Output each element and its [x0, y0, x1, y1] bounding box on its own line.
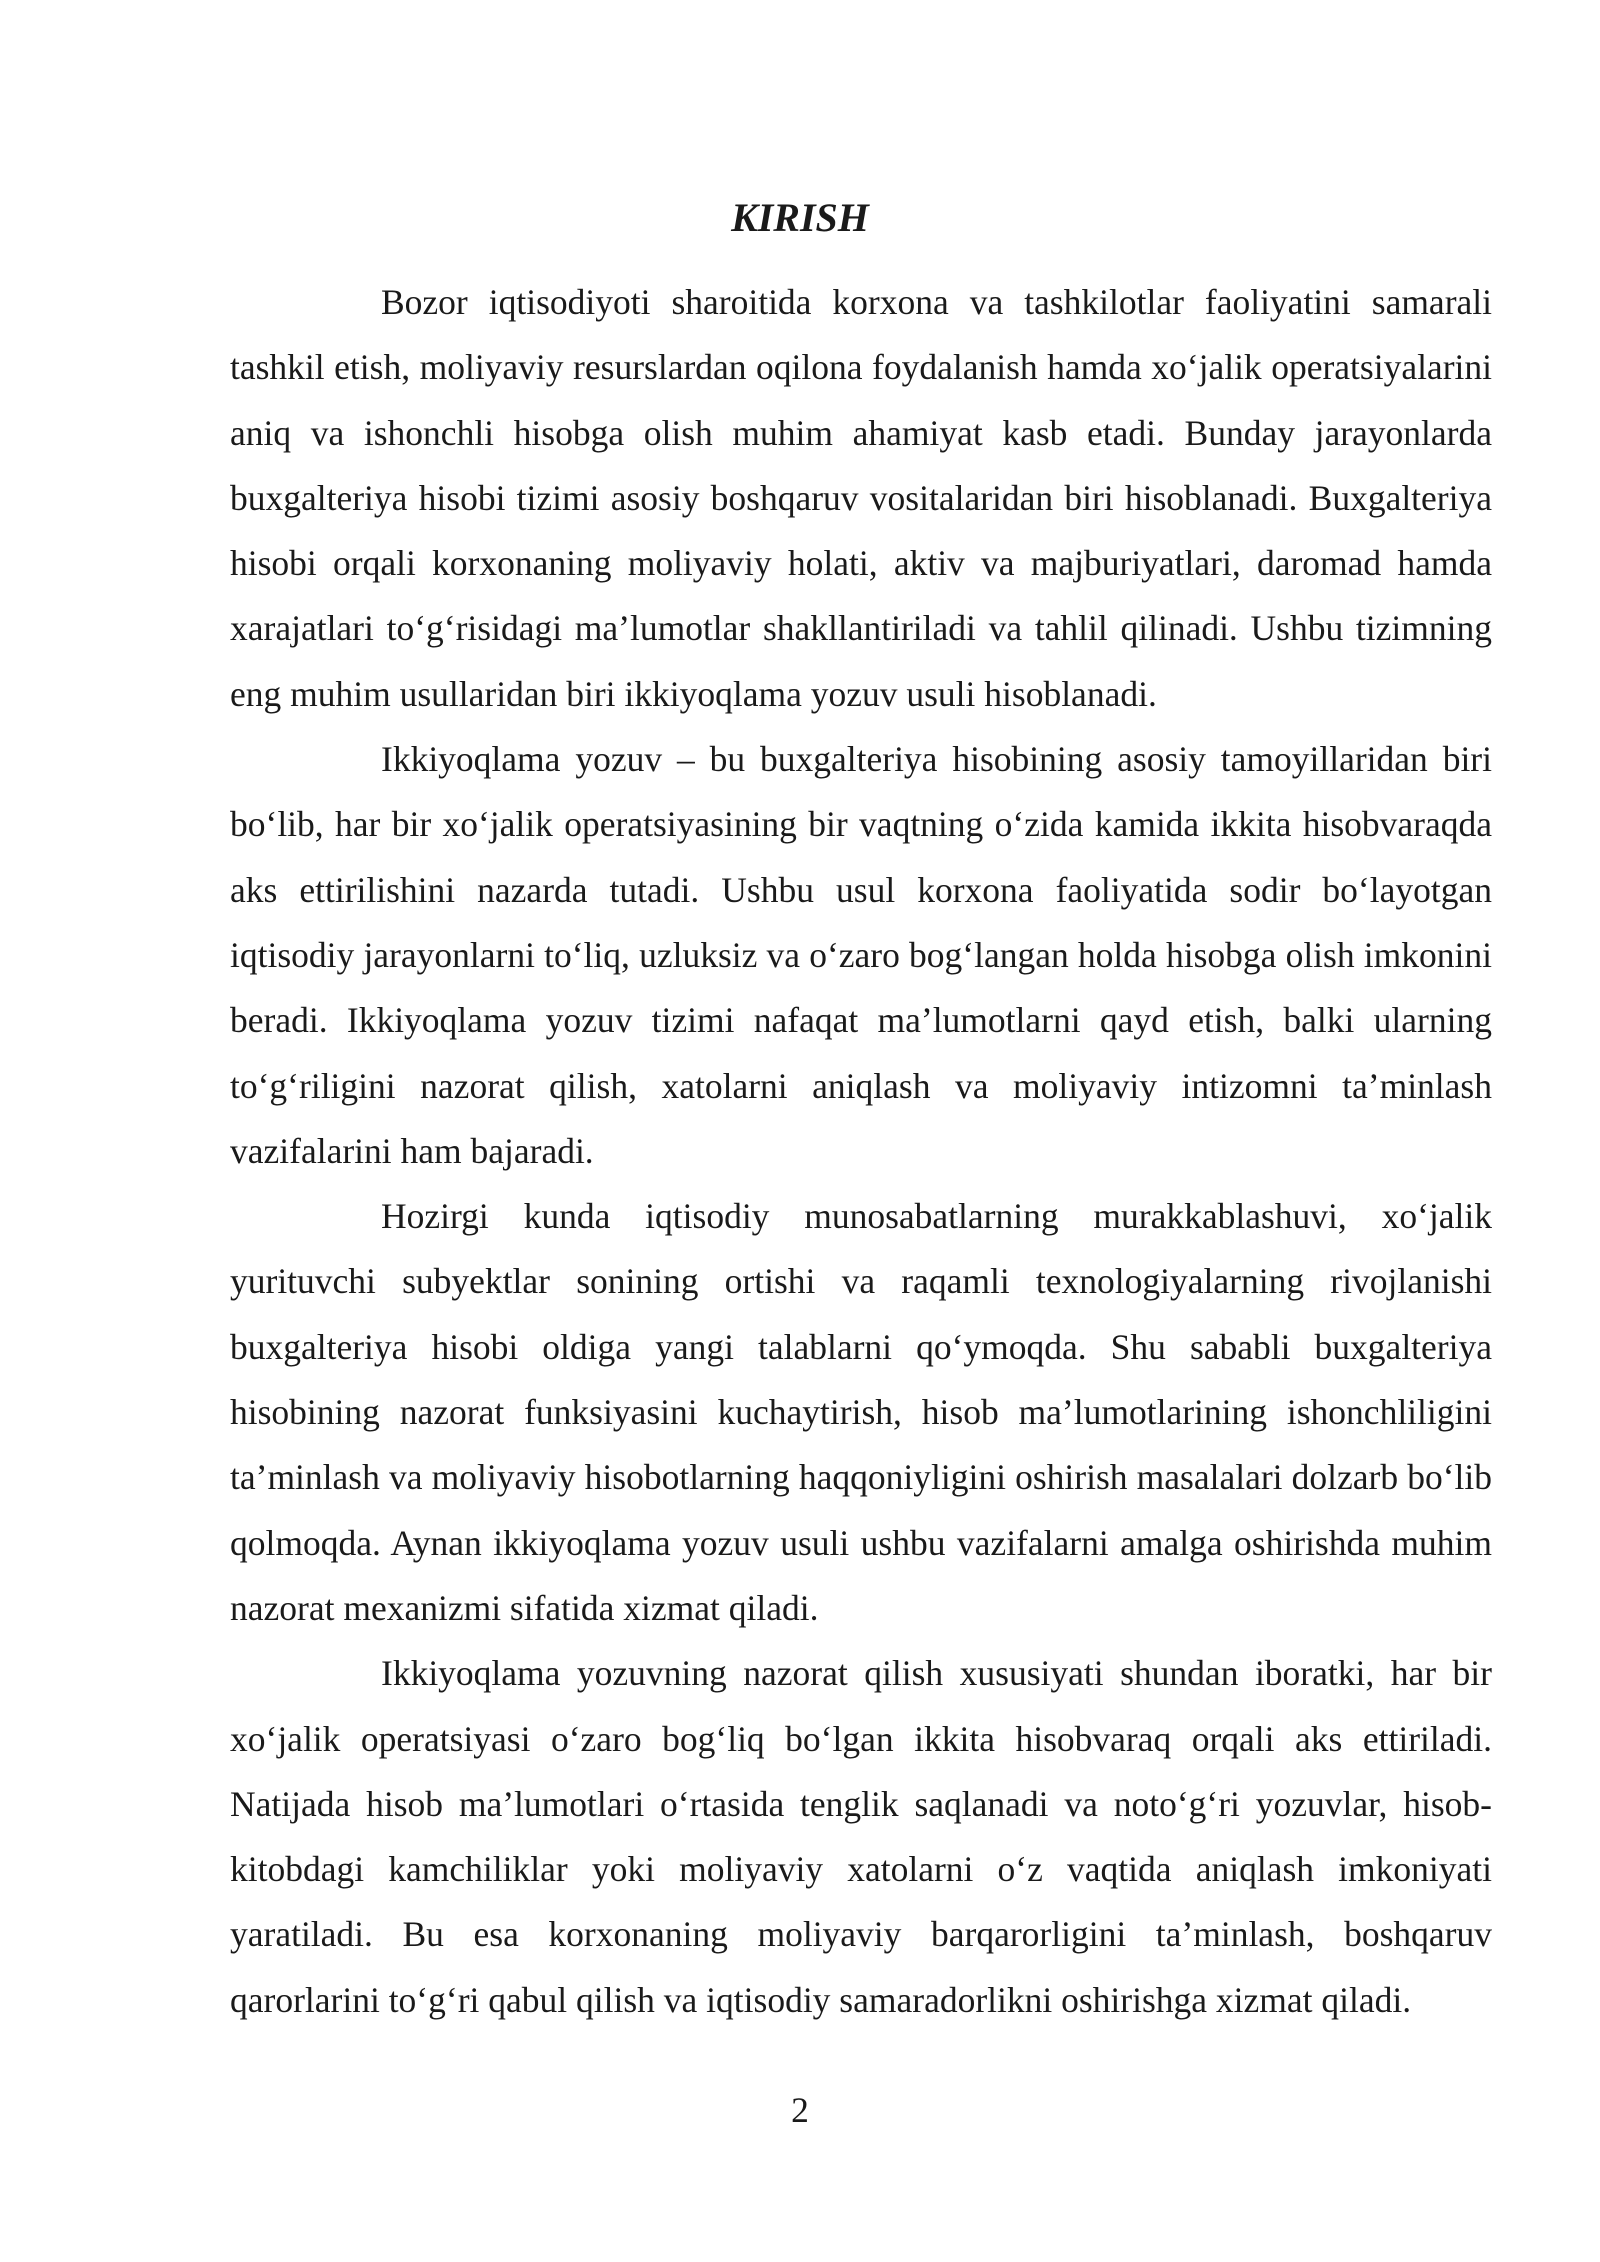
paragraph-2: Ikkiyoqlama yozuv – bu buxgalteriya hisobining asosiy tamoyillaridan biri bo‘lib, har bir xo‘jalik operatsiyasining bir vaqtning o‘zida kamida ikkita hisobvaraqda aks ettirilishini nazarda tutadi. Ushbu usul korxona faoliyatida sodir bo‘layotgan iqtisodiy jarayonlarni to‘liq, uzluksiz va o‘zaro bog‘langan holda hisobga olish imkonini beradi. Ikkiyoqlama yozuv tizimi nafaqat ma’lumotlarni qayd etish, balki ularning to‘g‘riligini nazorat qilish, xatolarni aniqlash va moliyaviy intizomni ta’minlash vazifalarini ham bajaradi.: [230, 739, 1492, 1171]
paragraph-4: Ikkiyoqlama yozuvning nazorat qilish xususiyati shundan iboratki, har bir xo‘jalik operatsiyasi o‘zaro bog‘liq bo‘lgan ikkita hisobvaraq orqali aks ettiriladi. Natijada hisob ma’lumotlari o‘rtasida tenglik saqlanadi va noto‘g‘ri yozuvlar, hisob-kitobdagi kamchiliklar yoki moliyaviy xatolarni o‘z vaqtida aniqlash imkoniyati yaratiladi. Bu esa korxonaning moliyaviy barqarorligini ta’minlash, boshqaruv qarorlarini to‘g‘ri qabul qilish va iqtisodiy samaradorlikni oshirishga xizmat qiladi.: [230, 1653, 1492, 2020]
page-number: 2: [791, 2090, 809, 2130]
body-text: [230, 270, 1492, 2033]
page-title: KIRISH: [731, 195, 869, 240]
paragraph-3: Hozirgi kunda iqtisodiy munosabatlarning murakkablashuvi, xo‘jalik yurituvchi subyektlar sonining ortishi va raqamli texnologiyalarning rivojlanishi buxgalteriya hisobi oldiga yangi talablarni qo‘ymoqda. Shu sababli buxgalteriya hisobining nazorat funksiyasini kuchaytirish, hisob ma’lumotlarining ishonchliligini ta’minlash va moliyaviy hisobotlarning haqqoniyligini oshirish masalalari dolzarb bo‘lib qolmoqda. Aynan ikkiyoqlama yozuv usuli ushbu vazifalarni amalga oshirishda muhim nazorat mexanizmi sifatida xizmat qiladi.: [230, 1196, 1492, 1628]
paragraph-1: Bozor iqtisodiyoti sharoitida korxona va tashkilotlar faoliyatini samarali tashkil etish, moliyaviy resurslardan oqilona foydalanish hamda xo‘jalik operatsiyalarini aniq va ishonchli hisobga olish muhim ahamiyat kasb etadi. Bunday jarayonlarda buxgalteriya hisobi tizimi asosiy boshqaruv vositalaridan biri hisoblanadi. Buxgalteriya hisobi orqali korxonaning moliyaviy holati, aktiv va majburiyatlari, daromad hamda xarajatlari to‘g‘risidagi ma’lumotlar shakllantiriladi va tahlil qilinadi. Ushbu tizimning eng muhim usullaridan biri ikkiyoqlama yozuv usuli hisoblanadi.: [230, 282, 1492, 714]
